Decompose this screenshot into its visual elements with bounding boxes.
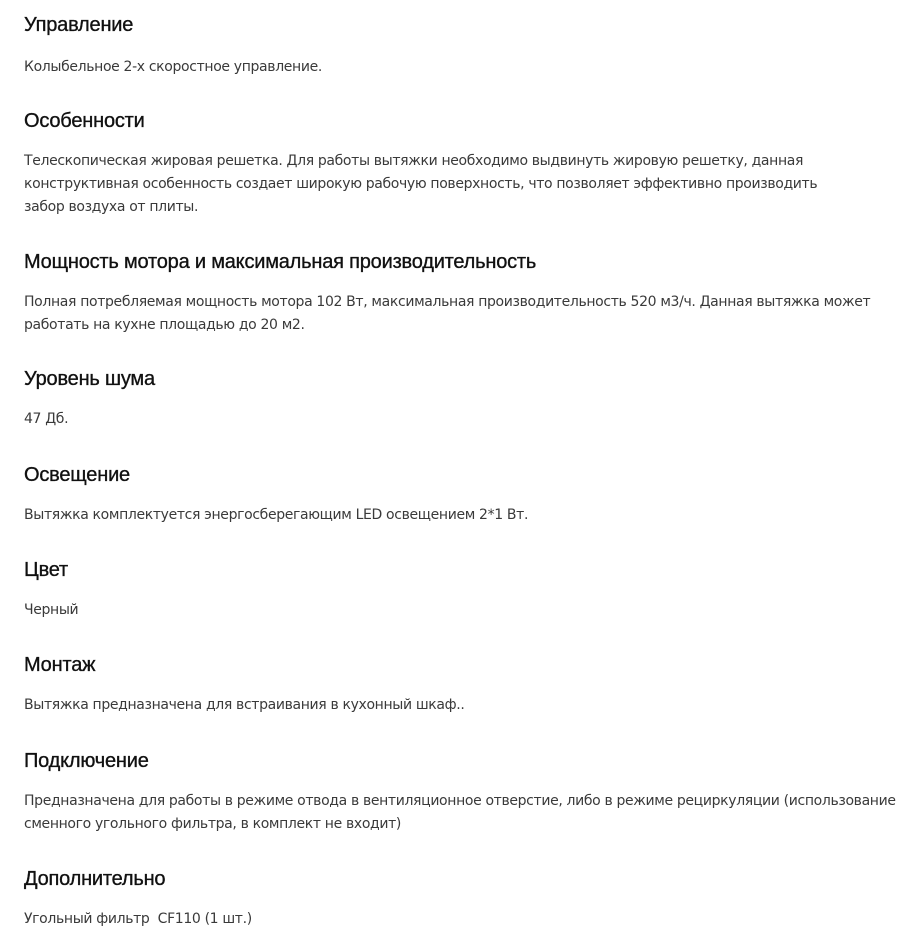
section-text: Предназначена для работы в режиме отвода в вентиляционное отверстие, либо в режиме рециркуляции (использование сменного угольного фильтра, в комплект не входит): [24, 793, 896, 832]
section-color: [24, 558, 78, 622]
section-control: [24, 13, 322, 79]
section-text: 47 Дб.: [24, 411, 69, 427]
section-title: Уровень шума: [24, 368, 155, 390]
section-title: Монтаж: [24, 654, 96, 676]
section-text: Вытяжка комплектуется энергосберегающим LED освещением 2*1 Вт.: [24, 507, 529, 523]
section-title: Цвет: [24, 559, 69, 581]
section-mounting: [24, 653, 464, 717]
section-text: Черный: [24, 602, 79, 618]
section-noise-level: [24, 367, 155, 431]
section-text: Угольный фильтр CF110 (1 шт.): [24, 911, 252, 927]
section-text: Вытяжка предназначена для встраивания в кухонный шкаф..: [24, 697, 465, 713]
section-connection: [24, 749, 920, 836]
section-title: Подключение: [24, 750, 149, 772]
section-title: Особенности: [24, 110, 145, 132]
section-text: Полная потребляемая мощность мотора 102 Вт, максимальная производительность 520 м3/ч. Данная вытяжка может работать на кухне площадью до 20 м2.: [24, 294, 871, 333]
section-motor-power: [24, 250, 894, 337]
section-title: Дополнительно: [24, 868, 166, 890]
section-text: Колыбельное 2-х скоростное управление.: [24, 59, 322, 75]
section-features: [24, 109, 824, 219]
section-additional: [24, 867, 252, 931]
section-title: Управление: [24, 14, 134, 36]
section-title: Освещение: [24, 464, 130, 486]
section-lighting: [24, 463, 528, 527]
section-text: Телескопическая жировая решетка. Для работы вытяжки необходимо выдвинуть жировую решетку, данная конструктивная особенность создает широкую рабочую поверхность, что позволяет эффективно производить забор воздуха от плиты.: [24, 153, 818, 215]
section-title: Мощность мотора и максимальная производительность: [24, 251, 537, 273]
